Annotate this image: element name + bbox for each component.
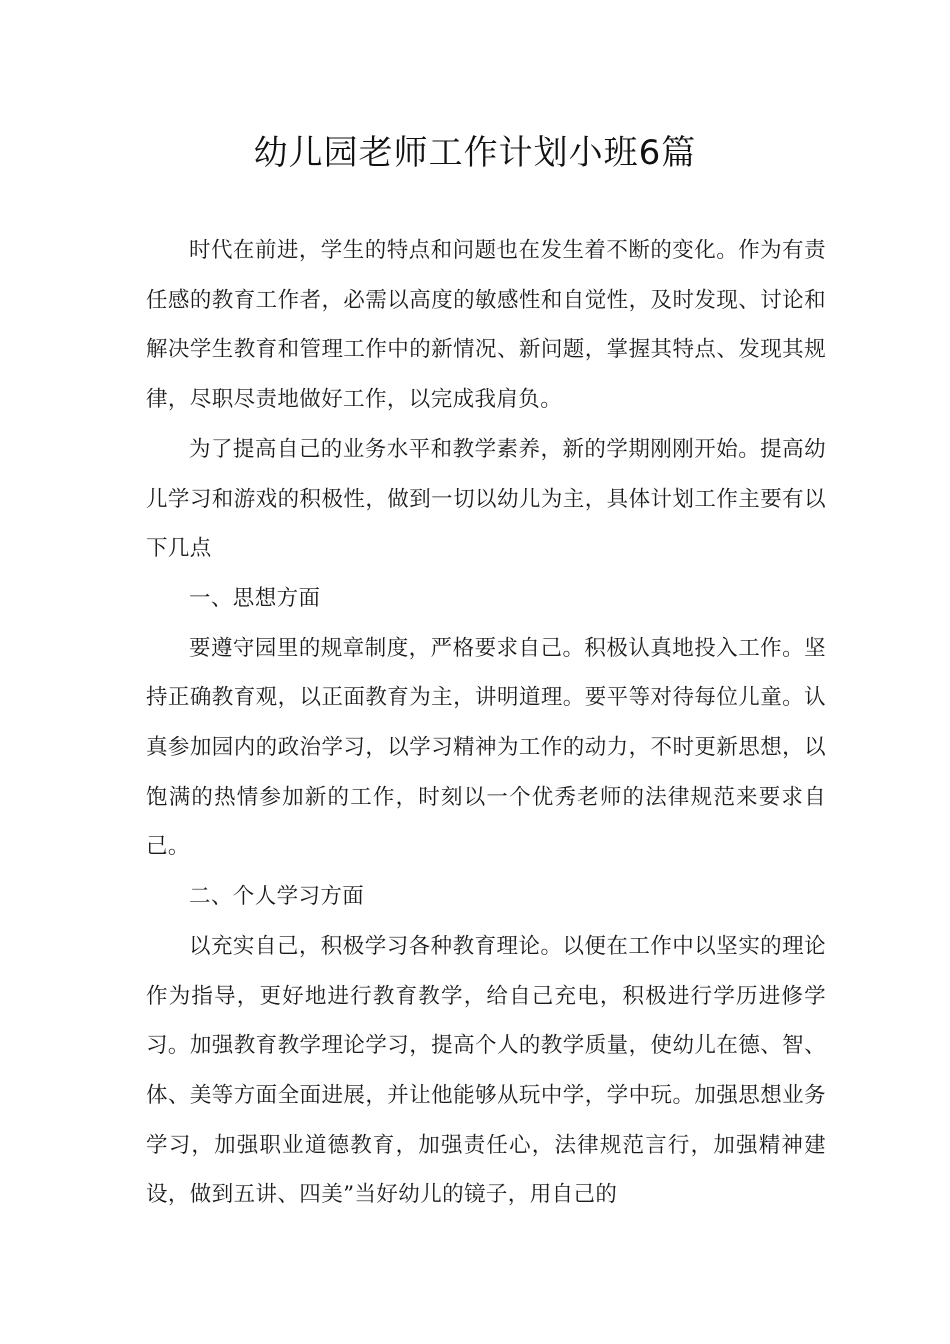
- document-title: 幼儿园老师工作计划小班6篇: [253, 133, 697, 173]
- section-heading-personal-study: 二、个人学习方面: [189, 884, 365, 910]
- personal-study-paragraph: 以充实自己，积极学习各种教育理论。以便在工作中以坚实的理论作为指导，更好地进行教育教学，给自己充电，积极进行学历进修学习。加强教育教学理论学习，提高个人的教学质量，使幼儿在德、智、体、美等方面全面进展，并让他能够从玩中学，学中玩。加强思想业务学习，加强职业道德教育，加强责任心，法律规范言行，加强精神建设，做到五讲、四美”当好幼儿的镜子，用自己的: [146, 933, 826, 1208]
- section-heading-ideology: 一、思想方面: [189, 585, 321, 611]
- plan-paragraph: 为了提高自己的业务水平和教学素养，新的学期刚刚开始。提高幼儿学习和游戏的积极性，做到一切以幼儿为主，具体计划工作主要有以下几点: [146, 436, 826, 562]
- ideology-paragraph: 要遵守园里的规章制度，严格要求自己。积极认真地投入工作。坚持正确教育观，以正面教育为主，讲明道理。要平等对待每位儿童。认真参加园内的政治学习，以学习精神为工作的动力，不时更新思想，以饱满的热情参加新的工作，时刻以一个优秀老师的法律规范来要求自己。: [146, 635, 826, 860]
- intro-paragraph: 时代在前进，学生的特点和问题也在发生着不断的变化。作为有责任感的教育工作者，必需以高度的敏感性和自觉性，及时发现、讨论和解决学生教育和管理工作中的新情况、新问题，掌握其特点、发现其规律，尽职尽责地做好工作，以完成我肩负。: [146, 238, 826, 413]
- document-body: [146, 226, 826, 1220]
